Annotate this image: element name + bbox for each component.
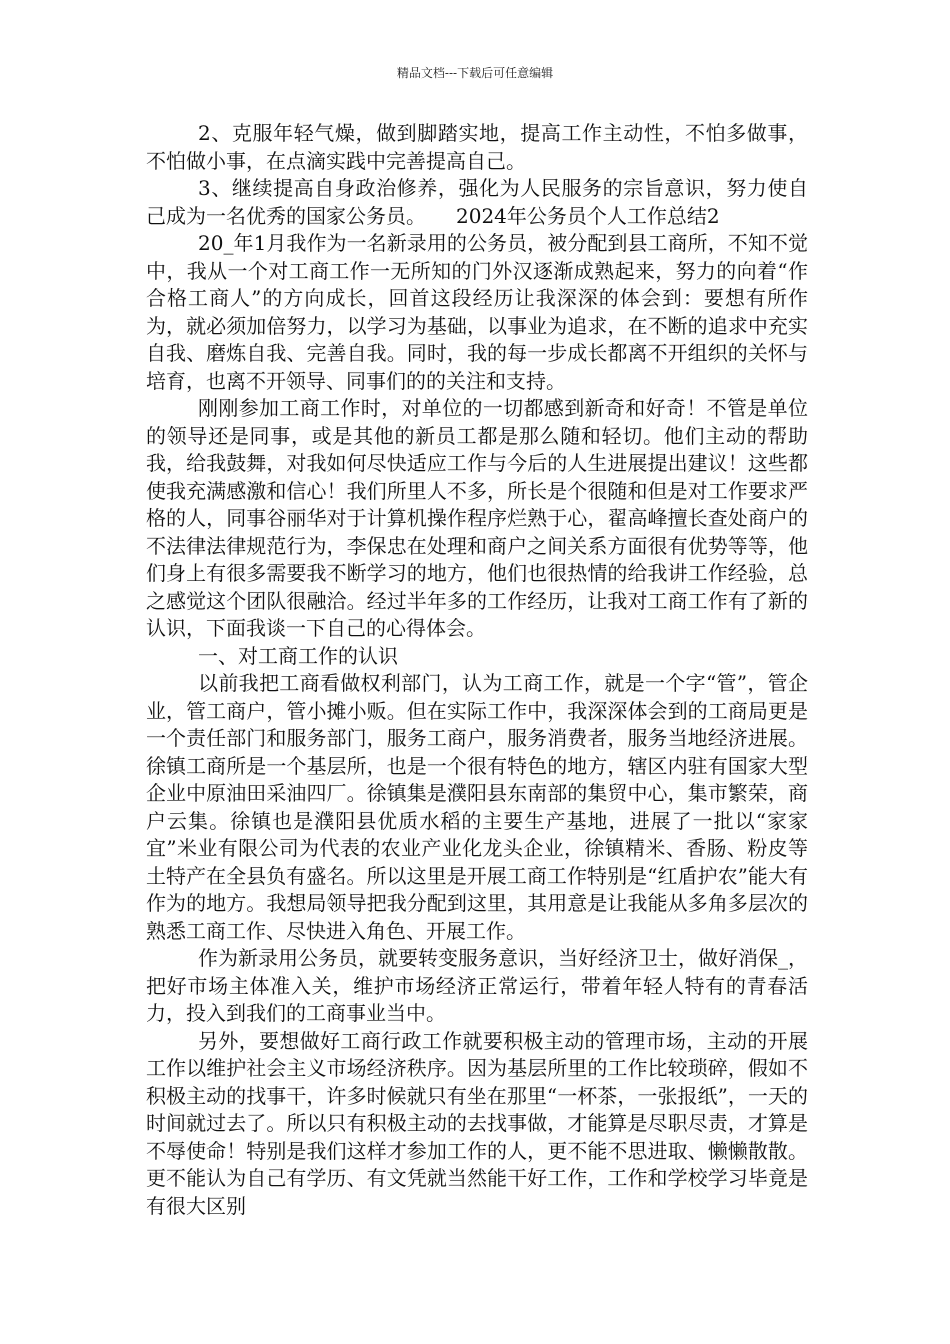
paragraph: 作为新录用公务员，就要转变服务意识，当好经济卫士，做好消保_，把好市场主体准入关，维护市场经济正常运行，带着年轻人特有的青春活力，投入到我们的工商事业当中。: [146, 946, 808, 1025]
page-header: 精品文档---下载后可任意编辑: [396, 66, 554, 80]
paragraph: 3、继续提高自身政治修养，强化为人民服务的宗旨意识，努力使自己成为一名优秀的国家公务员。 2024年公务员个人工作总结2: [146, 176, 808, 228]
paragraph: 20_年1月我作为一名新录用的公务员，被分配到县工商所，不知不觉中，我从一个对工商工作一无所知的门外汉逐渐成熟起来，努力的向着“作合格工商人”的方向成长，回首这段经历让我深深的体会到：要想有所作为，就必须加倍努力，以学习为基础，以事业为追求，在不断的追求中充实自我、磨炼自我、完善自我。同时，我的每一步成长都离不开组织的关怀与培育，也离不开领导、同事们的的关注和支持。: [146, 231, 808, 393]
document-body: [146, 120, 808, 1220]
paragraph: 以前我把工商看做权利部门，认为工商工作，就是一个字“管”，管企业，管工商户，管小摊小贩。但在实际工作中，我深深体会到的工商局更是一个责任部门和服务部门，服务工商户，服务消费者，服务当地经济进展。徐镇工商所是一个基层所，也是一个很有特色的地方，辖区内驻有国家大型企业中原油田采油四厂。徐镇集是濮阳县东南部的集贸中心，集市繁荣，商户云集。徐镇也是濮阳县优质水稻的主要生产基地，进展了一批以“家家宜”米业有限公司为代表的农业产业化龙头企业，徐镇精米、香肠、粉皮等土特产在全县负有盛名。所以这里是开展工商工作特别是“红盾护农”能大有作为的地方。我想局领导把我分配到这里，其用意是让我能从多角多层次的熟悉工商工作、尽快进入角色、开展工作。: [146, 671, 808, 943]
section-heading: 一、对工商工作的认识: [198, 643, 398, 668]
paragraph: 刚刚参加工商工作时，对单位的一切都感到新奇和好奇！不管是单位的领导还是同事，或是其他的新员工都是那么随和轻切。他们主动的帮助我，给我鼓舞，对我如何尽快适应工作与今后的人生进展提出建议！这些都使我充满感激和信心！我们所里人不多，所长是个很随和但是对工作要求严格的人，同事谷丽华对于计算机操作程序烂熟于心，翟高峰擅长查处商户的不法律法律规范行为，李保忠在处理和商户之间关系方面很有优势等等，他们身上有很多需要我不断学习的地方，他们也很热情的给我讲工作经验，总之感觉这个团队很融洽。经过半年多的工作经历，让我对工商工作有了新的认识，下面我谈一下自己的心得体会。: [146, 396, 808, 640]
paragraph: 另外，要想做好工商行政工作就要积极主动的管理市场，主动的开展工作以维护社会主义市场经济秩序。因为基层所里的工作比较琐碎，假如不积极主动的找事干，许多时候就只有坐在那里“一杯茶，一张报纸”，一天的时间就过去了。所以只有积极主动的去找事做，才能算是尽职尽责，才算是不辱使命！特别是我们这样才参加工作的人，更不能不思进取、懒懒散散。更不能认为自己有学历、有文凭就当然能干好工作，工作和学校学习毕竟是有很大区别: [146, 1028, 808, 1218]
paragraph: 2、克服年轻气燥，做到脚踏实地，提高工作主动性，不怕多做事，不怕做小事，在点滴实践中完善提高自己。: [146, 121, 808, 173]
